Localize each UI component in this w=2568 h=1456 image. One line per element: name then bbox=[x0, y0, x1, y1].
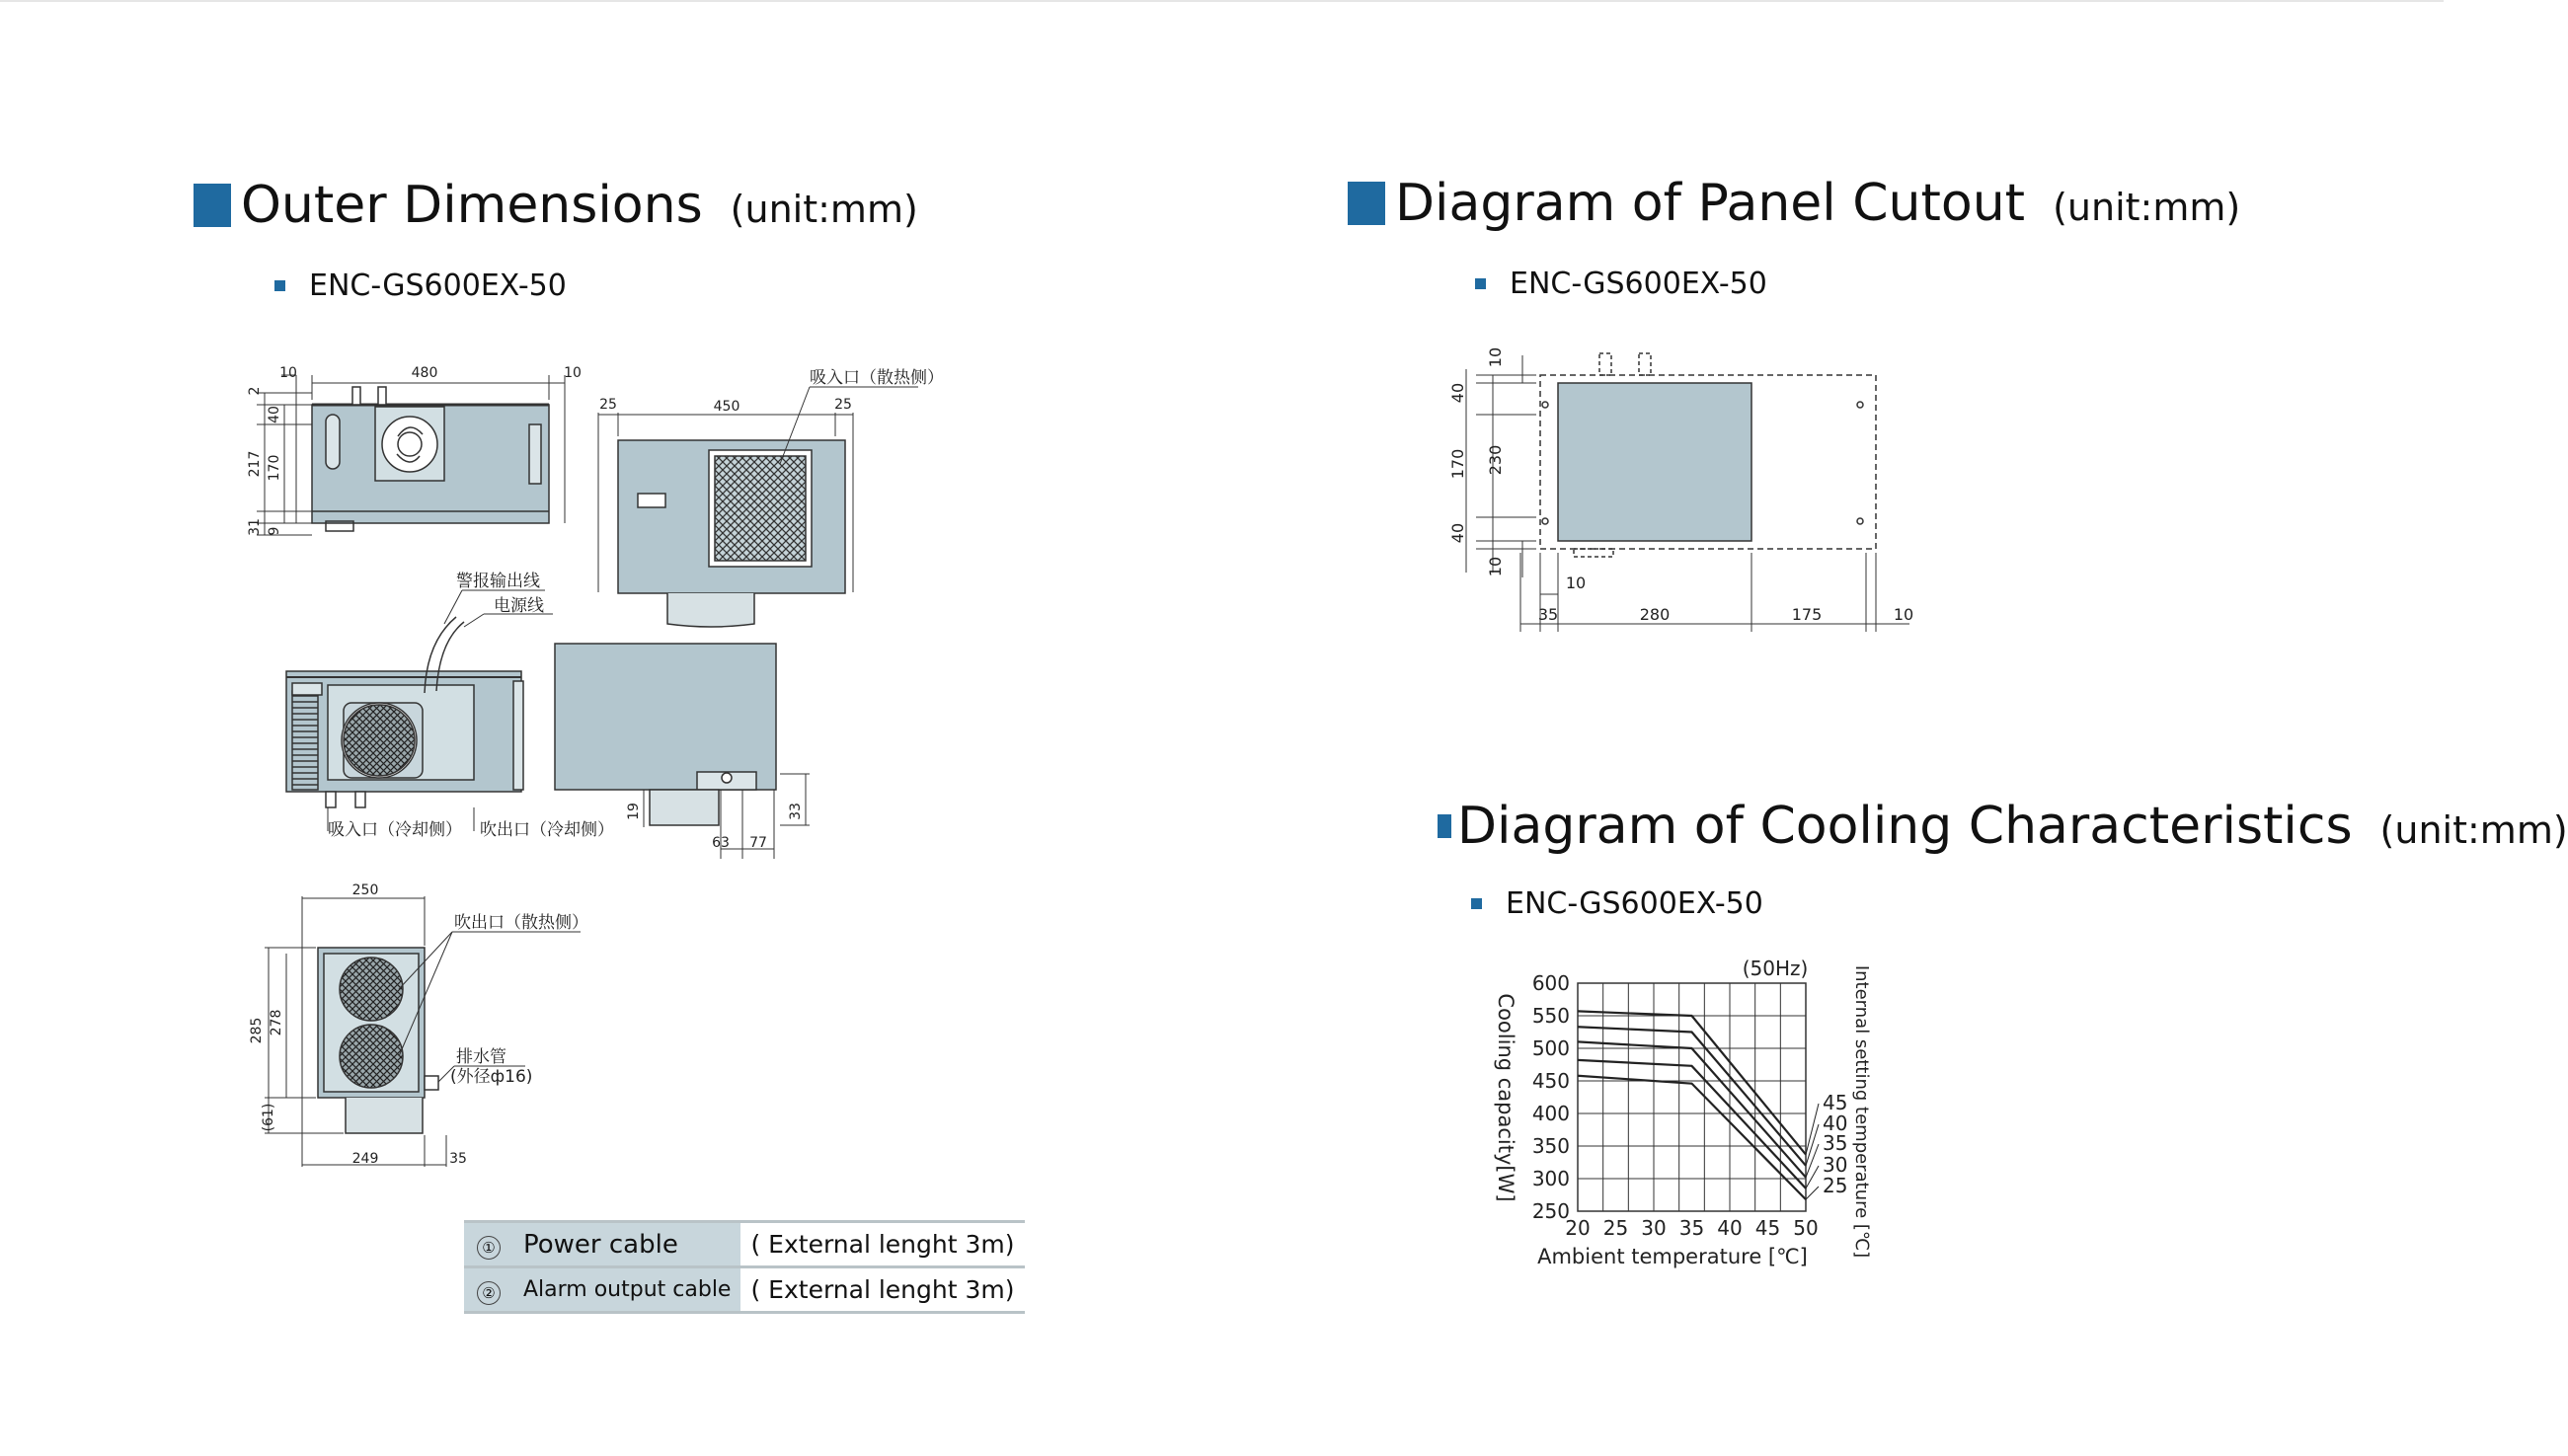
series-leader-30 bbox=[1806, 1166, 1819, 1188]
y-tick-label: 250 bbox=[1531, 1199, 1570, 1223]
dim-285: 285 bbox=[249, 1017, 265, 1044]
cooling-model-label: ENC-GS600EX-50 bbox=[1506, 886, 1763, 921]
dim-249: 249 bbox=[351, 1151, 379, 1167]
cable-name: Power cable bbox=[513, 1222, 740, 1267]
series-label-25: 25 bbox=[1823, 1174, 1848, 1197]
y-tick-label: 400 bbox=[1531, 1102, 1570, 1125]
cable-number: ② bbox=[464, 1267, 513, 1313]
label-power-line: 电源线 bbox=[494, 596, 544, 616]
label-intake-cold: 吸入口（冷却侧） bbox=[328, 820, 462, 840]
chart-note: (50Hz) bbox=[1742, 957, 1809, 980]
label-drain: 排水管 bbox=[456, 1047, 506, 1067]
x-tick-label: 35 bbox=[1678, 1216, 1705, 1240]
x-tick-label: 45 bbox=[1754, 1216, 1781, 1240]
dim-33: 33 bbox=[788, 803, 804, 820]
dim-40: 40 bbox=[267, 406, 282, 423]
cable-number: ① bbox=[464, 1222, 513, 1267]
dim-250: 250 bbox=[351, 882, 379, 898]
label-alarm-output-line: 警报输出线 bbox=[456, 572, 540, 591]
cooling-unit: (unit:mm) bbox=[2379, 808, 2568, 852]
y-tick-label: 350 bbox=[1531, 1134, 1570, 1158]
dim-217: 217 bbox=[247, 450, 263, 478]
dim-10-left: 10 bbox=[279, 365, 297, 381]
series-label-30: 30 bbox=[1823, 1153, 1848, 1177]
label-drain-diameter: (外径ф16) bbox=[450, 1067, 533, 1087]
dim-25-left: 25 bbox=[599, 397, 617, 413]
cable-length: ( External lenght 3m) bbox=[740, 1222, 1024, 1267]
dim-h280: 280 bbox=[1639, 605, 1671, 624]
chart-right-label: Internal setting temperature [℃] bbox=[1851, 964, 1872, 1259]
panel-cutout-unit: (unit:mm) bbox=[2053, 186, 2241, 229]
label-intake-hot: 吸入口（散热侧） bbox=[810, 368, 944, 388]
dim-h10-right: 10 bbox=[1893, 605, 1914, 624]
y-tick-label: 500 bbox=[1531, 1036, 1570, 1060]
dim-v170: 170 bbox=[1448, 448, 1467, 480]
x-tick-label: 50 bbox=[1793, 1216, 1819, 1240]
outer-model-label: ENC-GS600EX-50 bbox=[309, 268, 567, 303]
dim-31: 31 bbox=[247, 518, 263, 536]
dim-v10-top: 10 bbox=[1486, 346, 1505, 368]
series-label-40: 40 bbox=[1823, 1111, 1848, 1135]
panel-model-label: ENC-GS600EX-50 bbox=[1510, 267, 1767, 301]
chart-x-label: Ambient temperature [℃] bbox=[1537, 1245, 1808, 1268]
dim-19: 19 bbox=[626, 803, 642, 820]
dim-278: 278 bbox=[269, 1009, 284, 1036]
dim-61: (61) bbox=[261, 1103, 276, 1132]
series-leader-25 bbox=[1806, 1187, 1819, 1199]
dim-2: 2 bbox=[247, 386, 263, 396]
x-tick-label: 20 bbox=[1565, 1216, 1591, 1240]
dim-v230: 230 bbox=[1486, 444, 1505, 476]
dim-170: 170 bbox=[267, 454, 282, 482]
x-tick-label: 40 bbox=[1717, 1216, 1743, 1240]
y-tick-label: 450 bbox=[1531, 1069, 1570, 1093]
x-tick-label: 30 bbox=[1641, 1216, 1667, 1240]
y-tick-label: 550 bbox=[1531, 1004, 1570, 1028]
dim-35: 35 bbox=[449, 1151, 467, 1167]
dim-9: 9 bbox=[267, 526, 282, 536]
chart-y-label: Cooling capacity[W] bbox=[1494, 993, 1517, 1202]
series-label-35: 35 bbox=[1823, 1131, 1848, 1155]
cable-length: ( External lenght 3m) bbox=[740, 1267, 1024, 1313]
dim-25-right: 25 bbox=[834, 397, 852, 413]
x-tick-label: 25 bbox=[1602, 1216, 1629, 1240]
dim-480: 480 bbox=[411, 365, 438, 381]
dim-450: 450 bbox=[713, 399, 740, 415]
outer-dimensions-title: Outer Dimensions bbox=[241, 176, 703, 235]
dim-h35: 35 bbox=[1537, 605, 1559, 624]
dim-v40-bottom: 40 bbox=[1448, 522, 1467, 544]
dim-h175: 175 bbox=[1791, 605, 1823, 624]
dim-h10: 10 bbox=[1565, 574, 1587, 592]
dim-63: 63 bbox=[712, 835, 730, 851]
cable-name: Alarm output cable bbox=[513, 1267, 740, 1313]
dim-v10-bottom: 10 bbox=[1486, 556, 1505, 577]
y-tick-label: 600 bbox=[1531, 971, 1570, 995]
y-tick-label: 300 bbox=[1531, 1167, 1570, 1190]
dim-77: 77 bbox=[749, 835, 767, 851]
label-outlet-cold: 吹出口（冷却侧） bbox=[480, 820, 614, 840]
series-label-45: 45 bbox=[1823, 1091, 1848, 1114]
dim-10-right: 10 bbox=[564, 365, 582, 381]
outer-dimensions-unit: (unit:mm) bbox=[730, 188, 918, 231]
dim-v40-top: 40 bbox=[1448, 382, 1467, 404]
cooling-title: Diagram of Cooling Characteristics bbox=[1457, 797, 2353, 856]
panel-cutout-title: Diagram of Panel Cutout bbox=[1395, 174, 2026, 233]
label-outlet-hot: 吹出口（散热侧） bbox=[454, 913, 588, 933]
